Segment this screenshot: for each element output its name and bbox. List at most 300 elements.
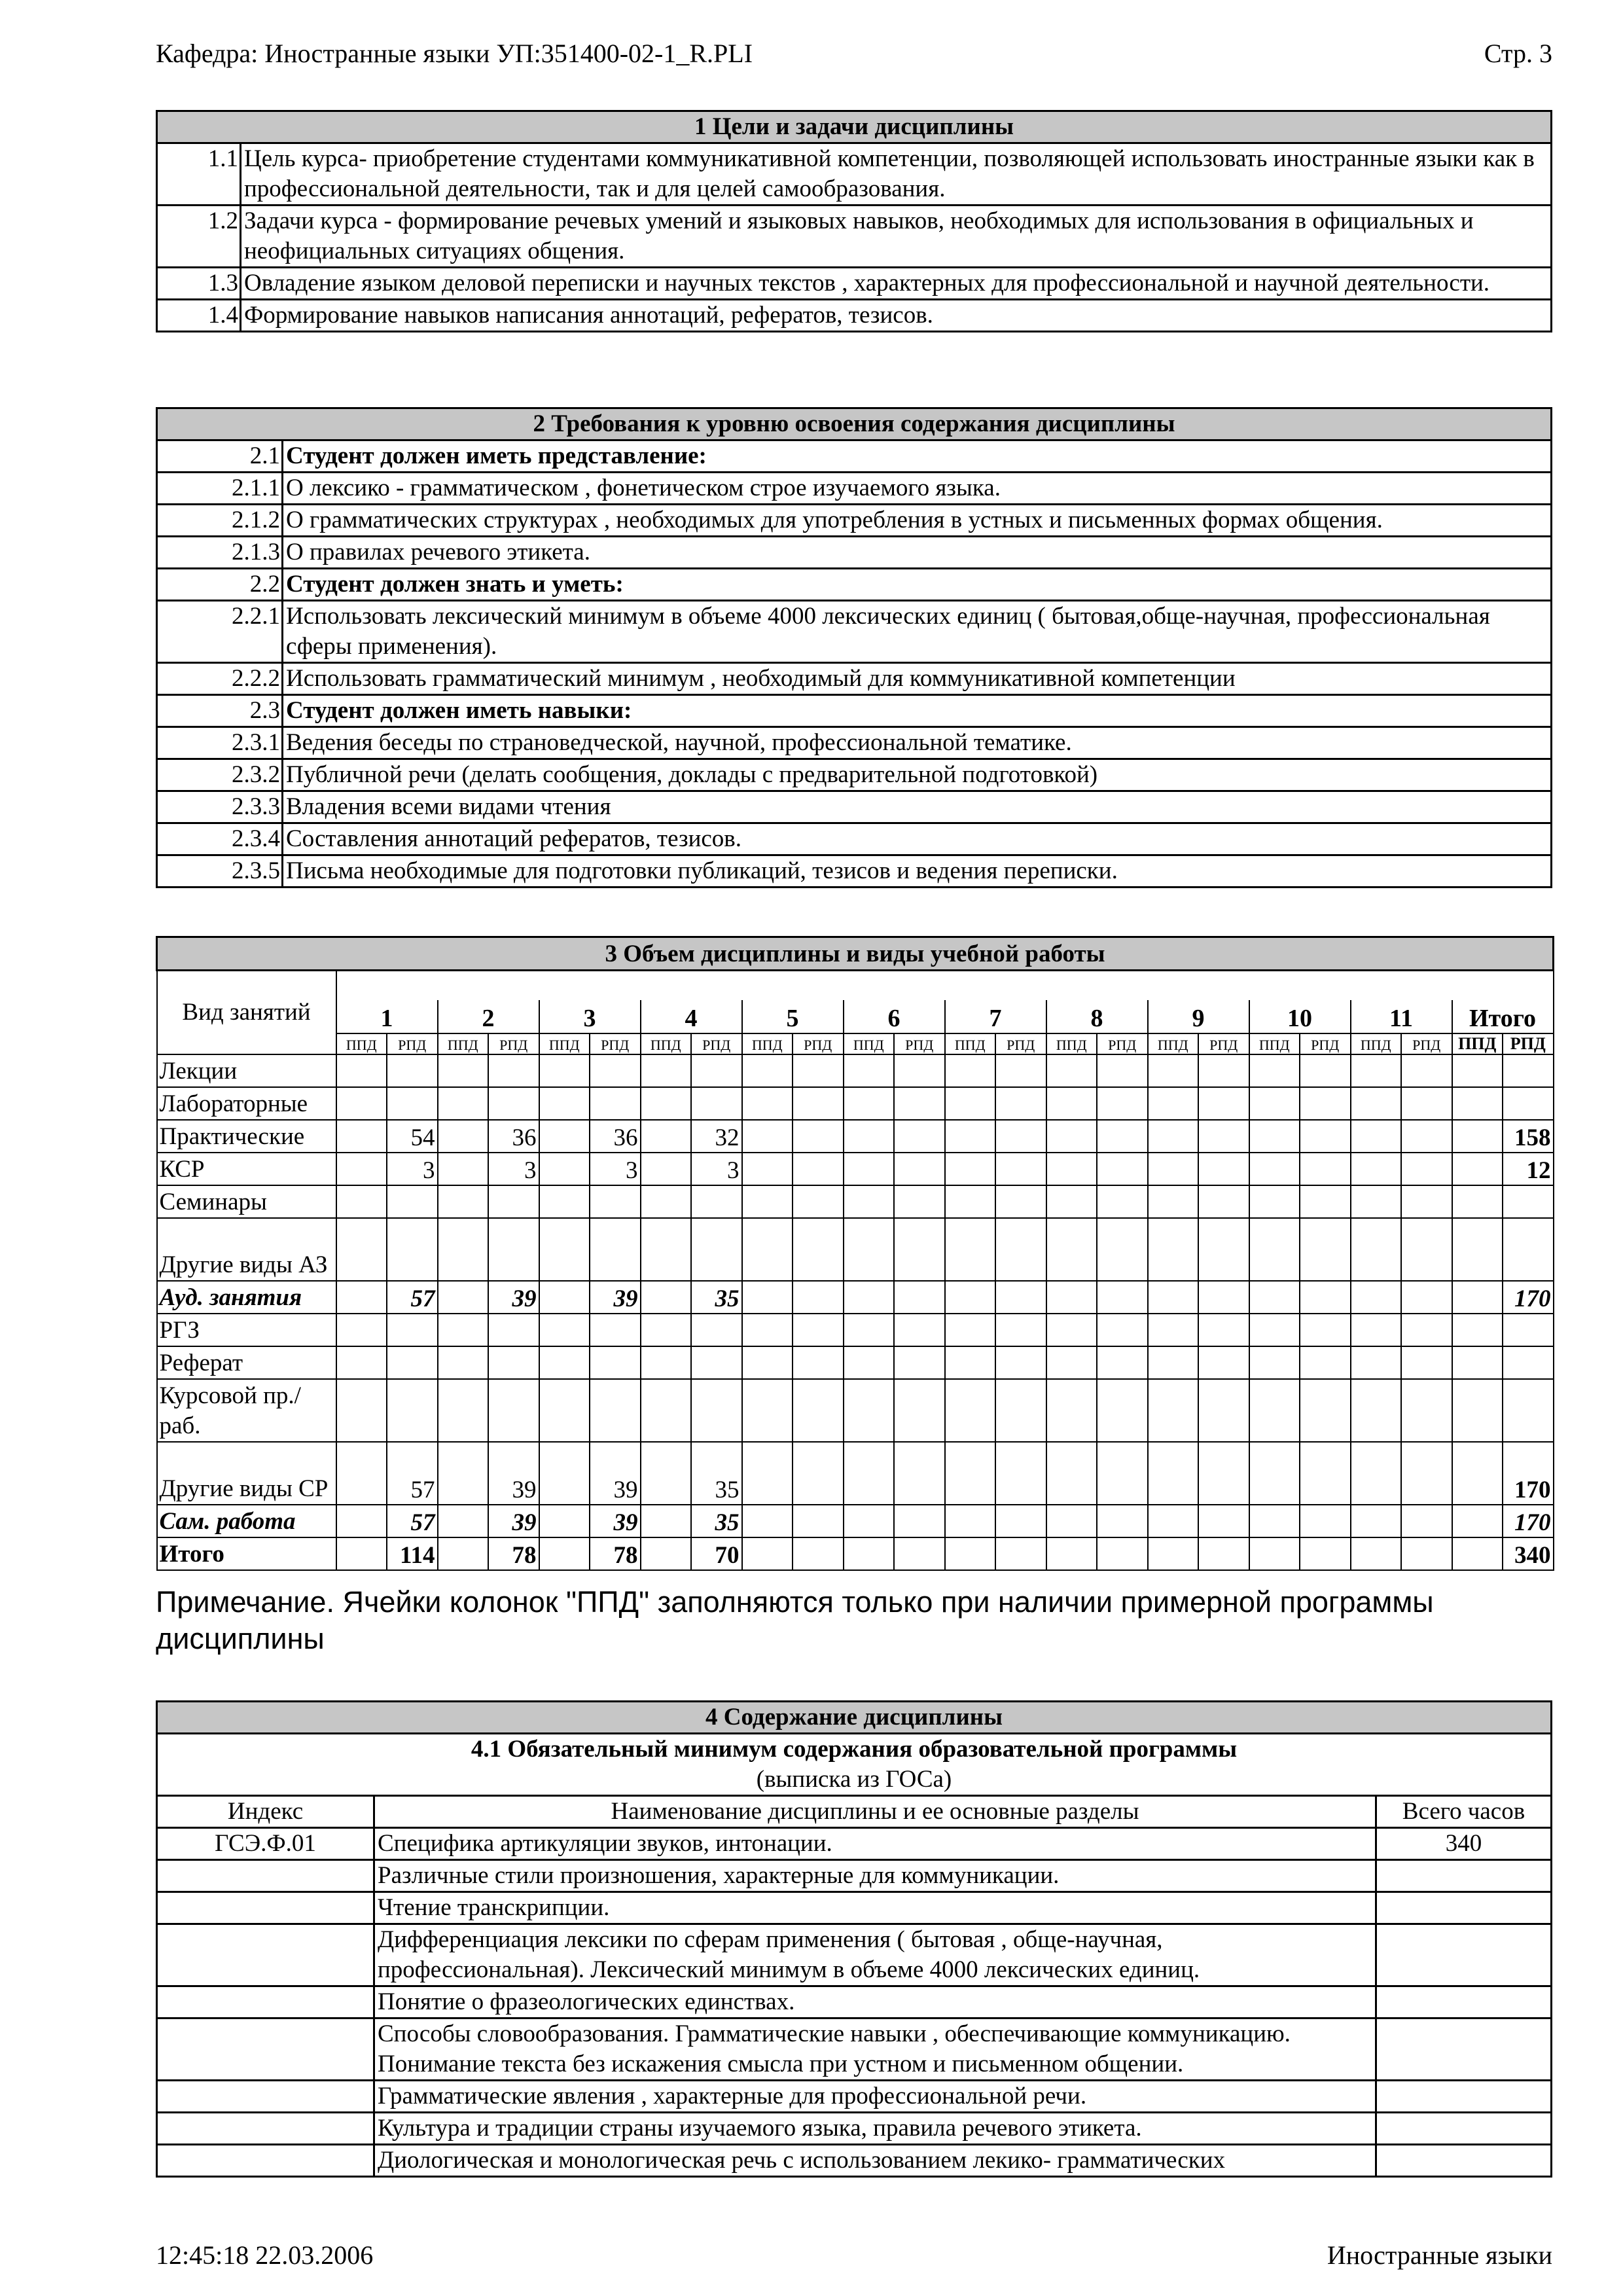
workload-cell-value: 3 [691,1153,742,1185]
workload-cell-empty [1300,1505,1351,1537]
workload-row-total: 340 [1503,1537,1554,1570]
workload-cell-empty [1249,1537,1300,1570]
workload-cell-empty [1351,1054,1402,1087]
footer-timestamp: 12:45:18 22.03.2006 [156,2240,374,2270]
workload-cell-empty [1097,1087,1148,1120]
grid-header-spacer-row [157,971,1554,1001]
workload-cell-empty [488,1346,539,1379]
workload-cell-empty [336,1314,387,1346]
workload-cell-empty [1097,1153,1148,1185]
workload-cell-empty [894,1185,945,1218]
workload-cell-empty [793,1218,844,1281]
workload-cell-empty [387,1314,438,1346]
workload-cell-empty [438,1346,489,1379]
workload-cell-empty [1046,1442,1097,1505]
workload-row [157,1120,1554,1153]
workload-cell-empty [1351,1505,1402,1537]
workload-cell-empty [1198,1537,1249,1570]
workload-cell-empty [387,1218,438,1281]
section1-row [157,143,1552,206]
content-row-index [157,2081,374,2113]
workload-cell-empty [1097,1218,1148,1281]
workload-cell-empty [1198,1281,1249,1314]
workload-cell-empty [1198,1153,1249,1185]
workload-cell-empty [1249,1346,1300,1379]
workload-cell-empty [742,1379,793,1442]
workload-cell-empty [844,1153,895,1185]
content-row-hours [1376,2113,1551,2145]
workload-cell-empty [844,1379,895,1442]
workload-cell-empty [1300,1054,1351,1087]
workload-cell-empty [1148,1218,1199,1281]
workload-cell-empty [641,1218,692,1281]
workload-cell-empty [1097,1054,1148,1087]
section1-row [157,300,1552,332]
workload-cell-empty [1401,1442,1452,1505]
workload-row-total: 170 [1503,1505,1554,1537]
workload-cell-empty [1046,1218,1097,1281]
workload-cell-empty [336,1054,387,1087]
workload-cell-empty [1148,1120,1199,1153]
content-row-index [157,1986,374,2018]
content-row-hours: 340 [1376,1828,1551,1860]
workload-cell-empty [590,1379,641,1442]
content-row [157,2113,1552,2145]
section2-row-number: 2.2.2 [157,663,283,695]
content-row-hours [1376,1924,1551,1986]
workload-cell-empty [641,1537,692,1570]
workload-cell-empty [1452,1346,1503,1379]
workload-row [157,1314,1554,1346]
workload-row [157,1218,1554,1281]
content-row [157,1828,1552,1860]
section2-row [157,855,1552,888]
workload-cell-empty [1249,1379,1300,1442]
workload-cell-empty [742,1218,793,1281]
ppd-header: ППД [844,1033,895,1054]
workload-cell-empty [945,1537,996,1570]
workload-cell-empty [1198,1505,1249,1537]
section1-row-number: 1.1 [157,143,241,206]
workload-cell-empty [691,1054,742,1087]
section2-row [157,537,1552,569]
workload-row-total [1503,1346,1554,1379]
semester-header: 11 [1351,1000,1452,1033]
workload-cell-empty [995,1153,1046,1185]
content-row-index [157,2113,374,2145]
workload-cell-empty [488,1087,539,1120]
workload-cell-empty [1300,1346,1351,1379]
section1-table [156,110,1552,332]
grid-header-spacer [336,971,1554,1001]
content-row-name: Дифференциация лексики по сферам применения ( бытовая , обще-научная, профессиональная). Лексический минимум в объеме 4000 лексических единиц. [374,1924,1376,1986]
workload-cell-empty [1198,1054,1249,1087]
workload-cell-empty [336,1153,387,1185]
section2-row-number: 2.3.3 [157,791,283,823]
workload-cell-empty [539,1120,590,1153]
rpd-header: РПД [995,1033,1046,1054]
section2-row-number: 2.1 [157,440,283,473]
workload-cell-empty [488,1379,539,1442]
workload-row [157,1185,1554,1218]
rpd-header: РПД [1401,1033,1452,1054]
workload-cell-empty [894,1281,945,1314]
workload-cell-empty [438,1537,489,1570]
section2-row-number: 2.3.4 [157,823,283,855]
workload-cell-empty [336,1218,387,1281]
ppd-header: ППД [1148,1033,1199,1054]
rpd-header: РПД [387,1033,438,1054]
workload-cell-value: 114 [387,1537,438,1570]
workload-cell-value: 36 [590,1120,641,1153]
content-row-name: Чтение транскрипции. [374,1892,1376,1924]
content-row-hours [1376,2145,1551,2177]
content-row-hours [1376,2081,1551,2113]
workload-cell-empty [438,1120,489,1153]
section2-row-number: 2.1.2 [157,505,283,537]
workload-cell-empty [641,1281,692,1314]
workload-cell-empty [1249,1054,1300,1087]
workload-cell-empty [1249,1087,1300,1120]
workload-cell-empty [641,1379,692,1442]
workload-cell-empty [1046,1505,1097,1537]
workload-cell-empty [1452,1218,1503,1281]
workload-cell-empty [1148,1153,1199,1185]
workload-cell-empty [945,1281,996,1314]
ppd-header: ППД [438,1033,489,1054]
workload-cell-empty [387,1054,438,1087]
section2-row [157,601,1552,663]
workload-cell-empty [894,1218,945,1281]
workload-row [157,1087,1554,1120]
workload-cell-empty [995,1442,1046,1505]
workload-cell-empty [1148,1281,1199,1314]
section2-row [157,505,1552,537]
workload-cell-empty [945,1314,996,1346]
workload-cell-empty [1198,1379,1249,1442]
workload-cell-empty [1452,1153,1503,1185]
workload-cell-empty [590,1218,641,1281]
workload-cell-empty [742,1346,793,1379]
rpd-header: РПД [691,1033,742,1054]
workload-cell-empty [641,1442,692,1505]
content-row [157,1860,1552,1892]
col-hours-header: Всего часов [1376,1796,1551,1828]
workload-cell-value: 57 [387,1505,438,1537]
workload-cell-value: 35 [691,1442,742,1505]
workload-cell-empty [945,1379,996,1442]
workload-cell-empty [1198,1087,1249,1120]
workload-cell-empty [539,1346,590,1379]
workload-cell-empty [1452,1281,1503,1314]
section4-title: 4 Содержание дисциплины [157,1702,1552,1734]
workload-cell-empty [1097,1281,1148,1314]
workload-cell-empty [641,1054,692,1087]
workload-cell-empty [995,1346,1046,1379]
section3-title: 3 Объем дисциплины и виды учебной работы [157,937,1554,971]
workload-cell-empty [945,1442,996,1505]
workload-cell-empty [1249,1185,1300,1218]
workload-cell-empty [641,1120,692,1153]
workload-cell-empty [844,1120,895,1153]
workload-cell-empty [1148,1379,1199,1442]
workload-row-label: Семинары [157,1185,336,1218]
workload-cell-empty [641,1153,692,1185]
workload-cell-empty [844,1442,895,1505]
workload-cell-empty [844,1537,895,1570]
workload-cell-empty [691,1379,742,1442]
workload-cell-empty [539,1442,590,1505]
workload-cell-empty [438,1218,489,1281]
workload-cell-empty [1401,1153,1452,1185]
workload-cell-empty [1097,1537,1148,1570]
content-row-name: Понятие о фразеологических единствах. [374,1986,1376,2018]
workload-cell-empty [1401,1314,1452,1346]
workload-cell-empty [1351,1442,1402,1505]
content-row-index: ГСЭ.Ф.01 [157,1828,374,1860]
workload-row [157,1346,1554,1379]
semester-header: 8 [1046,1000,1148,1033]
semester-header: 5 [742,1000,844,1033]
content-row-index [157,2145,374,2177]
workload-cell-empty [336,1505,387,1537]
workload-cell-empty [742,1442,793,1505]
content-row-index [157,2018,374,2081]
workload-cell-empty [438,1281,489,1314]
workload-cell-empty [641,1346,692,1379]
workload-cell-empty [894,1379,945,1442]
section2-row-text: Письма необходимые для подготовки публикаций, тезисов и ведения переписки. [283,855,1552,888]
row-header-label: Вид занятий [157,971,336,1055]
content-row [157,1986,1552,2018]
workload-cell-empty [336,1120,387,1153]
workload-cell-empty [894,1505,945,1537]
workload-cell-empty [1148,1505,1199,1537]
ppd-header: ППД [1046,1033,1097,1054]
section1-row-number: 1.4 [157,300,241,332]
workload-cell-empty [691,1087,742,1120]
workload-cell-empty [793,1314,844,1346]
workload-cell-empty [691,1314,742,1346]
workload-cell-value: 39 [590,1505,641,1537]
section2-row [157,440,1552,473]
workload-cell-empty [1046,1537,1097,1570]
section2-row-text: Ведения беседы по страноведческой, научной, профессиональной тематике. [283,727,1552,759]
content-row [157,2145,1552,2177]
workload-cell-empty [945,1505,996,1537]
workload-cell-empty [438,1185,489,1218]
content-row-name: Диологическая и монологическая речь с использованием лекико- грамматических [374,2145,1376,2177]
workload-cell-empty [1148,1314,1199,1346]
workload-cell-empty [945,1218,996,1281]
workload-cell-empty [894,1537,945,1570]
footer-department: Иностранные языки [1327,2240,1552,2270]
workload-cell-value: 3 [488,1153,539,1185]
workload-cell-empty [1097,1379,1148,1442]
workload-cell-empty [793,1153,844,1185]
workload-row [157,1442,1554,1505]
section1-row-text: Цель курса- приобретение студентами коммуникативной компетенции, позволяющей использовать иностранные языки как в профессиональной деятельности, так и для целей самообразования. [241,143,1552,206]
workload-row-label: Другие виды СР [157,1442,336,1505]
workload-cell-empty [539,1505,590,1537]
workload-cell-empty [1401,1346,1452,1379]
content-row [157,1892,1552,1924]
workload-cell-empty [742,1505,793,1537]
workload-row [157,1537,1554,1570]
workload-row-total [1503,1314,1554,1346]
content-row-index [157,1860,374,1892]
workload-cell-empty [1046,1281,1097,1314]
section2-row-number: 2.1.3 [157,537,283,569]
workload-cell-empty [742,1087,793,1120]
workload-cell-empty [945,1185,996,1218]
section2-row [157,823,1552,855]
section2-row [157,791,1552,823]
workload-cell-empty [894,1120,945,1153]
semester-header: 1 [336,1000,438,1033]
content-row [157,1924,1552,1986]
workload-cell-value: 36 [488,1120,539,1153]
workload-cell-empty [1046,1087,1097,1120]
workload-cell-value: 54 [387,1120,438,1153]
workload-cell-empty [1351,1087,1402,1120]
section2-row-text: Использовать лексический минимум в объеме 4000 лексических единиц ( бытовая,обще-научная, профессиональная сферы применения). [283,601,1552,663]
section2-row-number: 2.3.1 [157,727,283,759]
workload-cell-empty [793,1346,844,1379]
section2-row [157,473,1552,505]
workload-cell-empty [387,1185,438,1218]
workload-row-label: РГЗ [157,1314,336,1346]
workload-cell-empty [1249,1281,1300,1314]
workload-cell-empty [1351,1314,1402,1346]
workload-cell-empty [1452,1537,1503,1570]
workload-cell-empty [995,1281,1046,1314]
content-row-hours [1376,1892,1551,1924]
section2-row-text: Использовать грамматический минимум , необходимый для коммуникативной компетенции [283,663,1552,695]
workload-row-label: Другие виды АЗ [157,1218,336,1281]
section2-row-number: 2.2 [157,569,283,601]
workload-cell-empty [793,1054,844,1087]
workload-cell-empty [1097,1505,1148,1537]
workload-cell-empty [539,1087,590,1120]
workload-cell-empty [590,1185,641,1218]
workload-cell-empty [1300,1537,1351,1570]
rpd-header: РПД [1503,1033,1554,1054]
workload-cell-empty [1198,1346,1249,1379]
workload-row-label: Курсовой пр./раб. [157,1379,336,1442]
workload-row-label: Лекции [157,1054,336,1087]
section2-row-text: О лексико - грамматическом , фонетическом строе изучаемого языка. [283,473,1552,505]
workload-cell-empty [1401,1537,1452,1570]
workload-cell-empty [438,1505,489,1537]
workload-cell-empty [387,1346,438,1379]
workload-cell-empty [995,1185,1046,1218]
workload-cell-empty [945,1120,996,1153]
workload-cell-empty [1300,1442,1351,1505]
workload-cell-empty [1401,1120,1452,1153]
workload-cell-empty [539,1379,590,1442]
workload-cell-empty [894,1153,945,1185]
ppd-header: ППД [1249,1033,1300,1054]
workload-row-total: 170 [1503,1442,1554,1505]
section2-row-text: Составления аннотаций рефератов, тезисов. [283,823,1552,855]
workload-cell-empty [691,1185,742,1218]
content-row-index [157,1924,374,1986]
workload-cell-empty [1198,1442,1249,1505]
workload-cell-empty [641,1087,692,1120]
workload-cell-empty [1300,1218,1351,1281]
workload-cell-empty [691,1218,742,1281]
workload-cell-empty [1351,1537,1402,1570]
workload-cell-empty [1249,1218,1300,1281]
workload-cell-value: 57 [387,1281,438,1314]
workload-cell-empty [1351,1281,1402,1314]
content-row-name: Грамматические явления , характерные для профессиональной речи. [374,2081,1376,2113]
workload-cell-empty [1148,1185,1199,1218]
workload-cell-empty [1300,1120,1351,1153]
page-header-title: Кафедра: Иностранные языки УП:351400-02-1_R.PLI [156,39,753,68]
workload-cell-empty [539,1185,590,1218]
workload-cell-empty [1097,1314,1148,1346]
section1-row-number: 1.2 [157,206,241,268]
semester-header: 10 [1249,1000,1351,1033]
rpd-header: РПД [590,1033,641,1054]
workload-cell-empty [1097,1120,1148,1153]
workload-cell-empty [742,1120,793,1153]
workload-cell-empty [1046,1185,1097,1218]
workload-cell-empty [1351,1346,1402,1379]
semester-header: 2 [438,1000,539,1033]
section2-row-text: Студент должен иметь навыки: [283,695,1552,727]
workload-cell-empty [1249,1314,1300,1346]
workload-cell-empty [995,1054,1046,1087]
workload-cell-value: 70 [691,1537,742,1570]
workload-cell-empty [539,1314,590,1346]
workload-row-label: Ауд. занятия [157,1281,336,1314]
workload-cell-empty [1300,1153,1351,1185]
section2-row-text: О грамматических структурах , необходимых для употребления в устных и письменных формах общения. [283,505,1552,537]
workload-cell-empty [438,1314,489,1346]
section2-row-number: 2.3 [157,695,283,727]
workload-cell-empty [1351,1120,1402,1153]
workload-cell-empty [844,1185,895,1218]
workload-row [157,1054,1554,1087]
workload-cell-empty [793,1087,844,1120]
workload-row [157,1153,1554,1185]
workload-cell-empty [539,1281,590,1314]
workload-cell-empty [539,1537,590,1570]
workload-cell-empty [539,1054,590,1087]
workload-table [156,936,1554,1571]
workload-row-total: 170 [1503,1281,1554,1314]
section2-row-text: Студент должен иметь представление: [283,440,1552,473]
workload-cell-value: 32 [691,1120,742,1153]
semester-header: 9 [1148,1000,1249,1033]
workload-cell-empty [1351,1153,1402,1185]
workload-cell-empty [1401,1218,1452,1281]
workload-cell-empty [1097,1346,1148,1379]
semester-header: Итого [1452,1000,1554,1033]
workload-cell-empty [1148,1087,1199,1120]
workload-cell-empty [844,1054,895,1087]
workload-cell-empty [742,1281,793,1314]
workload-cell-empty [844,1281,895,1314]
section2-row [157,569,1552,601]
workload-cell-empty [1148,1537,1199,1570]
workload-cell-empty [793,1120,844,1153]
workload-row-label: Итого [157,1537,336,1570]
workload-cell-empty [641,1505,692,1537]
